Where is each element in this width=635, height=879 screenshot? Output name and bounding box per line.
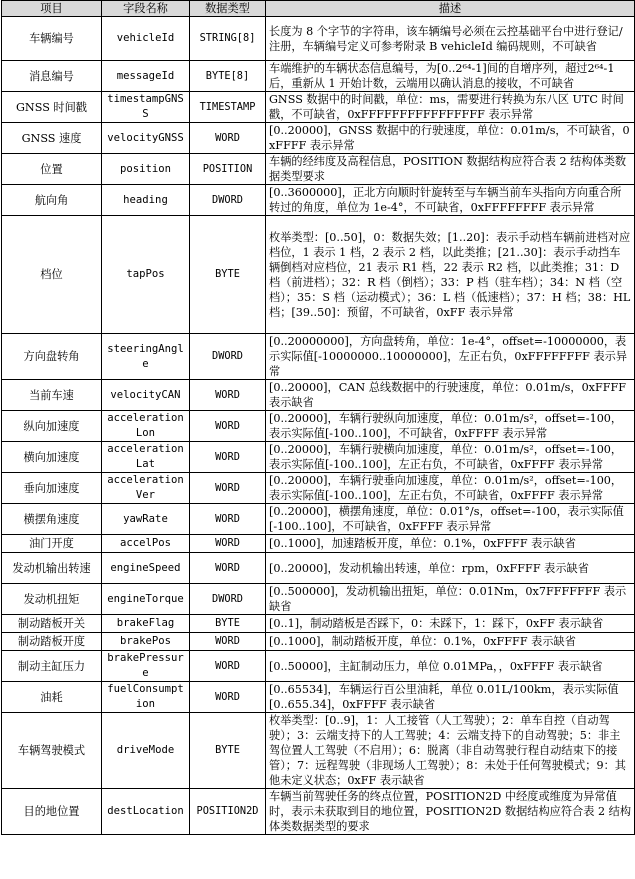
row-data-type: BYTE [190,713,266,789]
row-field-name: driveMode [102,713,190,789]
row-field-name: messageId [102,61,190,92]
row-data-type: BYTE [190,216,266,334]
row-data-type: STRING[8] [190,17,266,61]
row-item-name: 方向盘转角 [2,334,102,380]
row-item-name: 目的地位置 [2,789,102,835]
table-row [2,17,635,61]
row-description: 车端维护的车辆状态信息编号，为[0..2⁶⁴-1]间的自增序列，超过2⁶⁴-1 后，重新从 1 开始计数，云端用以确认消息的接收，不可缺省 [266,61,635,92]
row-data-type: WORD [190,123,266,154]
row-item-name: 油门开度 [2,535,102,553]
row-field-name: yawRate [102,504,190,535]
header-item: 项目 [2,1,102,17]
row-data-type: DWORD [190,185,266,216]
row-item-name: 制动踏板开度 [2,633,102,651]
row-field-name: velocityCAN [102,380,190,411]
table-row [2,633,635,651]
table-row [2,651,635,682]
row-description: [0..20000000]，方向盘转角，单位：1e-4°，offset=-10000000，表示实际值[-10000000..10000000]，左正右负，0xFFFFFFFF 表示异常 [266,334,635,380]
row-field-name: timestampGNSS [102,92,190,123]
row-field-name: engineSpeed [102,553,190,584]
row-data-type: BYTE [190,615,266,633]
row-data-type: WORD [190,553,266,584]
row-description: [0..20000]，车辆行驶横向加速度，单位：0.01m/s²，offset=-100，表示实际值[-100..100]，左正右负，不可缺省，0xFFFF 表示异常 [266,442,635,473]
row-item-name: 横向加速度 [2,442,102,473]
row-data-type: WORD [190,633,266,651]
row-data-type: DWORD [190,584,266,615]
row-field-name: brakePressure [102,651,190,682]
table-row [2,334,635,380]
row-field-name: accelPos [102,535,190,553]
table-row [2,584,635,615]
row-item-name: 油耗 [2,682,102,713]
row-item-name: 制动主缸压力 [2,651,102,682]
row-field-name: destLocation [102,789,190,835]
row-data-type: WORD [190,651,266,682]
row-field-name: engineTorque [102,584,190,615]
table-row [2,615,635,633]
row-item-name: 纵向加速度 [2,411,102,442]
row-description: [0..50000]，主缸制动压力，单位 0.01MPa，，0xFFFF 表示缺省 [266,651,635,682]
table-row [2,185,635,216]
table-row [2,682,635,713]
table-row [2,535,635,553]
row-description: GNSS 数据中的时间戳，单位：ms，需要进行转换为东八区 UTC 时间戳，不可缺省，0xFFFFFFFFFFFFFFFF 表示异常 [266,92,635,123]
table-row [2,92,635,123]
row-description: [0..20000]，GNSS 数据中的行驶速度，单位：0.01m/s，不可缺省，0xFFFF 表示异常 [266,123,635,154]
row-description: [0..20000]，发动机输出转速，单位：rpm，0xFFFF 表示缺省 [266,553,635,584]
row-data-type: BYTE[8] [190,61,266,92]
row-description: [0..1]，制动踏板是否踩下，0：未踩下，1：踩下，0xFF 表示缺省 [266,615,635,633]
row-field-name: brakePos [102,633,190,651]
row-description: [0..65534]，车辆运行百公里油耗，单位 0.01L/100km，表示实际值[0..655.34]，0xFFFF 表示缺省 [266,682,635,713]
row-data-type: WORD [190,473,266,504]
table-row [2,216,635,334]
row-description: [0..3600000]，正北方向顺时针旋转至与车辆当前车头指向方向重合所转过的角度，单位为 1e-4°，不可缺省，0xFFFFFFFF 表示异常 [266,185,635,216]
row-item-name: 航向角 [2,185,102,216]
row-field-name: brakeFlag [102,615,190,633]
row-item-name: 制动踏板开关 [2,615,102,633]
header-data-type: 数据类型 [190,1,266,17]
row-field-name: steeringAngle [102,334,190,380]
row-description: [0..500000]，发动机输出扭矩，单位：0.01Nm，0x7FFFFFFF 表示缺省 [266,584,635,615]
row-item-name: 档位 [2,216,102,334]
row-data-type: WORD [190,504,266,535]
header-field-name: 字段名称 [102,1,190,17]
row-field-name: velocityGNSS [102,123,190,154]
row-description: 枚举类型：[0..9]，1：人工接管（人工驾驶）；2：单车自控（自动驾驶）；3：云端支持下的人工驾驶；4：云端支持下的自动驾驶；5：非主驾位置人工驾驶（不启用）；6：脱离（非自动驾驶行程自动结束下的接管）；7：远程驾驶（非现场人工驾驶）；8：未处于任何驾驶模式；9：其他未定义状态；0xFF 表示缺省 [266,713,635,789]
row-data-type: WORD [190,411,266,442]
row-item-name: 垂向加速度 [2,473,102,504]
header-description: 描述 [266,1,635,17]
row-data-type: WORD [190,380,266,411]
row-field-name: accelerationLat [102,442,190,473]
row-description: [0..20000]，横摆角速度，单位：0.01°/s，offset=-100，表示实际值[-100..100]，不可缺省，0xFFFF 表示异常 [266,504,635,535]
row-data-type: POSITION2D [190,789,266,835]
row-data-type: WORD [190,682,266,713]
table-row [2,411,635,442]
row-item-name: 车辆驾驶模式 [2,713,102,789]
row-field-name: tapPos [102,216,190,334]
table-row [2,504,635,535]
row-item-name: GNSS 时间戳 [2,92,102,123]
row-field-name: fuelConsumption [102,682,190,713]
table-row [2,442,635,473]
row-description: [0..20000]，车辆行驶垂向加速度，单位：0.01m/s²，offset=-100，表示实际值[-100..100]，左正右负，不可缺省，0xFFFF 表示异常 [266,473,635,504]
row-description: [0..1000]，加速踏板开度，单位：0.1%，0xFFFF 表示缺省 [266,535,635,553]
row-data-type: DWORD [190,334,266,380]
row-data-type: WORD [190,535,266,553]
table-row [2,123,635,154]
row-item-name: 车辆编号 [2,17,102,61]
row-description: 枚举类型：[0..50]，0：数据失效；[1..20]：表示手动档车辆前进档对应档位，1 表示 1 档，2 表示 2 档，以此类推；[21..30]：表示手动挡车辆倒档对应档位，21 表示 R1 档，22 表示 R2 档，以此类推；31：D 档（前进档）；32：R 档（倒档）；33：P 档（驻车档）；34：N 档（空档）；35：S 档（运动模式）；36：L 档（低速档）；37：H 档；38：HL 档；[39..50]：预留，不可缺省，0xFF 表示异常 [266,216,635,334]
row-description: [0..20000]，CAN 总线数据中的行驶速度，单位：0.01m/s，0xFFFF 表示缺省 [266,380,635,411]
table-row [2,473,635,504]
row-item-name: 当前车速 [2,380,102,411]
row-field-name: heading [102,185,190,216]
row-description: 长度为 8 个字节的字符串，该车辆编号必须在云控基础平台中进行登记/注册，车辆编号定义可参考附录 B vehicleId 编码规则，不可缺省 [266,17,635,61]
row-item-name: 位置 [2,154,102,185]
row-item-name: 发动机扭矩 [2,584,102,615]
row-field-name: position [102,154,190,185]
table-row [2,789,635,835]
table-row [2,713,635,789]
vehicle-status-table [1,0,635,835]
row-description: 车辆的经纬度及高程信息，POSITION 数据结构应符合表 2 结构体类数据类型要求 [266,154,635,185]
row-field-name: accelerationVer [102,473,190,504]
row-data-type: TIMESTAMP [190,92,266,123]
table-row [2,553,635,584]
row-description: [0..20000]，车辆行驶纵向加速度，单位：0.01m/s²，offset=-100，表示实际值[-100..100]，不可缺省，0xFFFF 表示异常 [266,411,635,442]
row-field-name: vehicleId [102,17,190,61]
row-description: 车辆当前驾驶任务的终点位置，POSITION2D 中经度或维度为异常值时，表示未获取到目的地位置，POSITION2D 数据结构应符合表 2 结构体类数据类型的要求 [266,789,635,835]
row-item-name: 消息编号 [2,61,102,92]
row-item-name: 发动机输出转速 [2,553,102,584]
row-item-name: GNSS 速度 [2,123,102,154]
row-data-type: POSITION [190,154,266,185]
row-item-name: 横摆角速度 [2,504,102,535]
row-field-name: accelerationLon [102,411,190,442]
row-description: [0..1000]，制动踏板开度，单位：0.1%，0xFFFF 表示缺省 [266,633,635,651]
table-row [2,61,635,92]
table-row [2,154,635,185]
table-header-row [2,1,635,17]
table-row [2,380,635,411]
row-data-type: WORD [190,442,266,473]
